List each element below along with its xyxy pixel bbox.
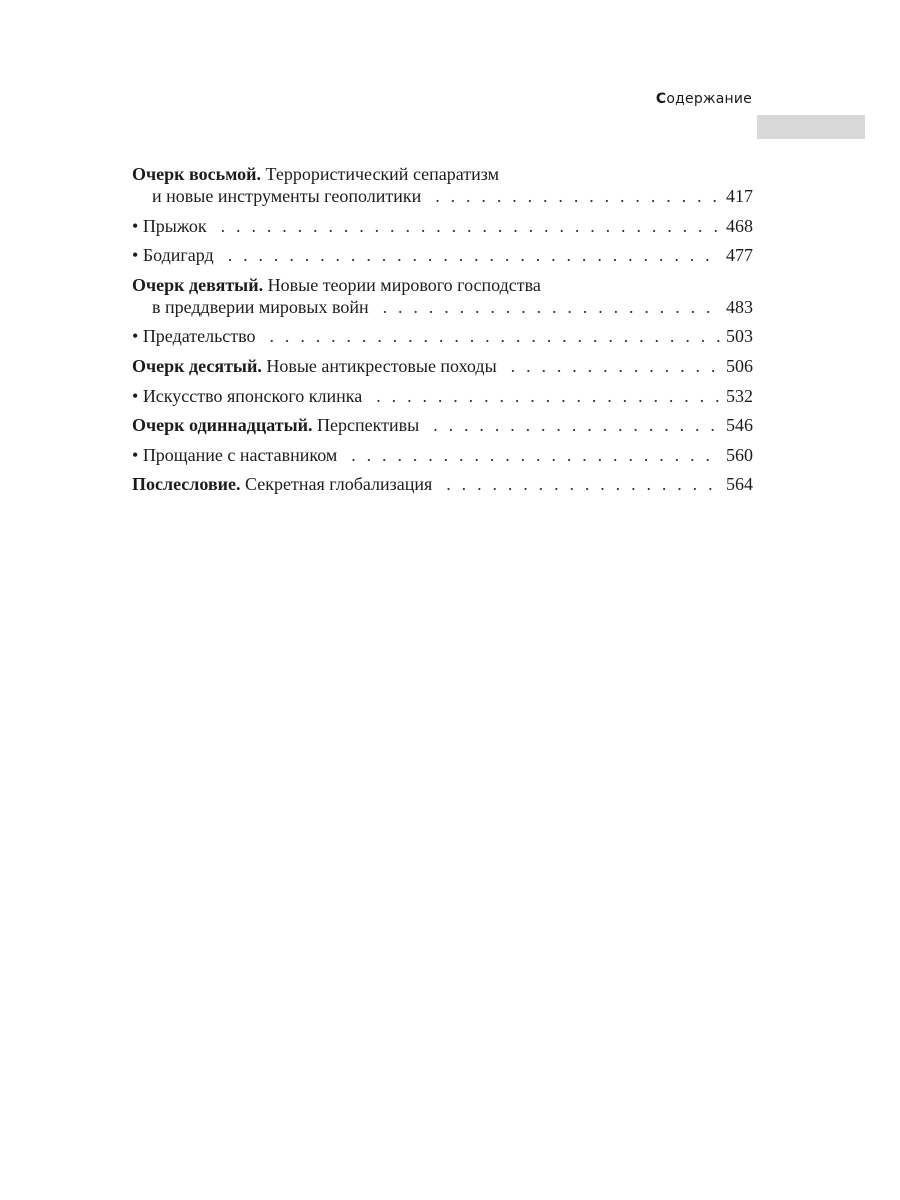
toc-entry-text [132, 473, 432, 495]
toc-entry-title: Новые антикрестовые походы [261, 355, 497, 376]
dot-leader [435, 185, 720, 207]
table-of-contents [132, 163, 753, 503]
running-header-rest: одержание [666, 91, 752, 107]
toc-entry-betrayal[interactable] [132, 325, 753, 347]
toc-entry-line [132, 355, 753, 377]
toc-entry-title-cont: в преддверии мировых войн [152, 296, 369, 317]
toc-entry-label: Очерк одиннадцатый. [132, 415, 313, 436]
toc-entry-chapter-8[interactable] [132, 163, 753, 207]
dot-leader [351, 444, 720, 466]
toc-page-number: 468 [726, 215, 753, 236]
dot-leader [446, 473, 720, 495]
toc-entry-chapter-9[interactable] [132, 274, 753, 318]
toc-entry-title: Секретная глобализация [240, 474, 433, 495]
toc-entry-text [132, 215, 207, 237]
toc-entry-line [132, 414, 753, 436]
toc-entry-line [132, 244, 753, 266]
toc-entry-chapter-11[interactable] [132, 414, 753, 436]
bullet-icon: • [132, 444, 139, 465]
toc-page-number: 417 [726, 186, 753, 206]
toc-page-number: 503 [726, 326, 753, 347]
toc-entry-title: Новые теории мирового господства [263, 274, 541, 295]
dot-leader [376, 385, 720, 407]
toc-page-number: 506 [726, 355, 753, 376]
toc-entry-text [132, 444, 337, 466]
toc-entry-title-line [132, 274, 753, 296]
toc-entry-title: Бодигард [142, 245, 214, 266]
dot-leader [221, 215, 720, 237]
toc-page-number: 483 [726, 296, 753, 317]
toc-page-number: 560 [726, 444, 753, 465]
toc-entry-continuation [132, 185, 753, 207]
dot-leader [270, 325, 720, 347]
toc-entry-label: Очерк девятый. [132, 274, 264, 295]
dot-leader [511, 355, 720, 377]
toc-entry-bodyguard[interactable] [132, 244, 753, 266]
toc-entry-title: Террористический сепаратизм [261, 164, 500, 184]
toc-entry-line [132, 444, 753, 466]
toc-page-number: 532 [726, 385, 753, 406]
toc-entry-line [132, 215, 753, 237]
dot-leader [383, 296, 720, 318]
toc-entry-title: Искусство японского клинка [142, 385, 363, 406]
toc-entry-line [132, 473, 753, 495]
toc-entry-text [132, 244, 214, 266]
toc-entry-japanese-blade[interactable] [132, 385, 753, 407]
toc-entry-text [132, 355, 497, 377]
toc-page-number: 477 [726, 245, 753, 266]
chapter-thumb-tab [757, 115, 865, 139]
toc-page-number: 564 [726, 474, 753, 495]
toc-entry-title: Прыжок [142, 215, 207, 236]
toc-entry-title-cont: и новые инструменты геополитики [152, 186, 422, 206]
toc-page-number: 546 [726, 415, 753, 436]
toc-entry-title: Предательство [142, 326, 256, 347]
toc-entry-line [132, 325, 753, 347]
toc-entry-farewell[interactable] [132, 444, 753, 466]
toc-entry-continuation [132, 296, 753, 318]
toc-entry-chapter-10[interactable] [132, 355, 753, 377]
running-header-initial: С [655, 91, 667, 107]
toc-entry-line [132, 385, 753, 407]
running-header [656, 91, 752, 107]
toc-entry-title: Прощание с наставником [142, 444, 338, 465]
toc-entry-label: Очерк десятый. [132, 355, 262, 376]
toc-entry-label: Послесловие. [132, 474, 241, 495]
bullet-icon: • [132, 326, 139, 347]
bullet-icon: • [132, 245, 139, 266]
toc-entry-title: Перспективы [312, 415, 420, 436]
toc-entry-text [132, 414, 419, 436]
toc-entry-text [132, 385, 362, 407]
toc-entry-title-line [132, 163, 753, 185]
bullet-icon: • [132, 215, 139, 236]
toc-entry-label: Очерк восьмой. [132, 164, 262, 184]
dot-leader [433, 414, 720, 436]
dot-leader [228, 244, 720, 266]
toc-entry-jump[interactable] [132, 215, 753, 237]
bullet-icon: • [132, 385, 139, 406]
toc-entry-afterword[interactable] [132, 473, 753, 495]
toc-entry-text [132, 325, 256, 347]
